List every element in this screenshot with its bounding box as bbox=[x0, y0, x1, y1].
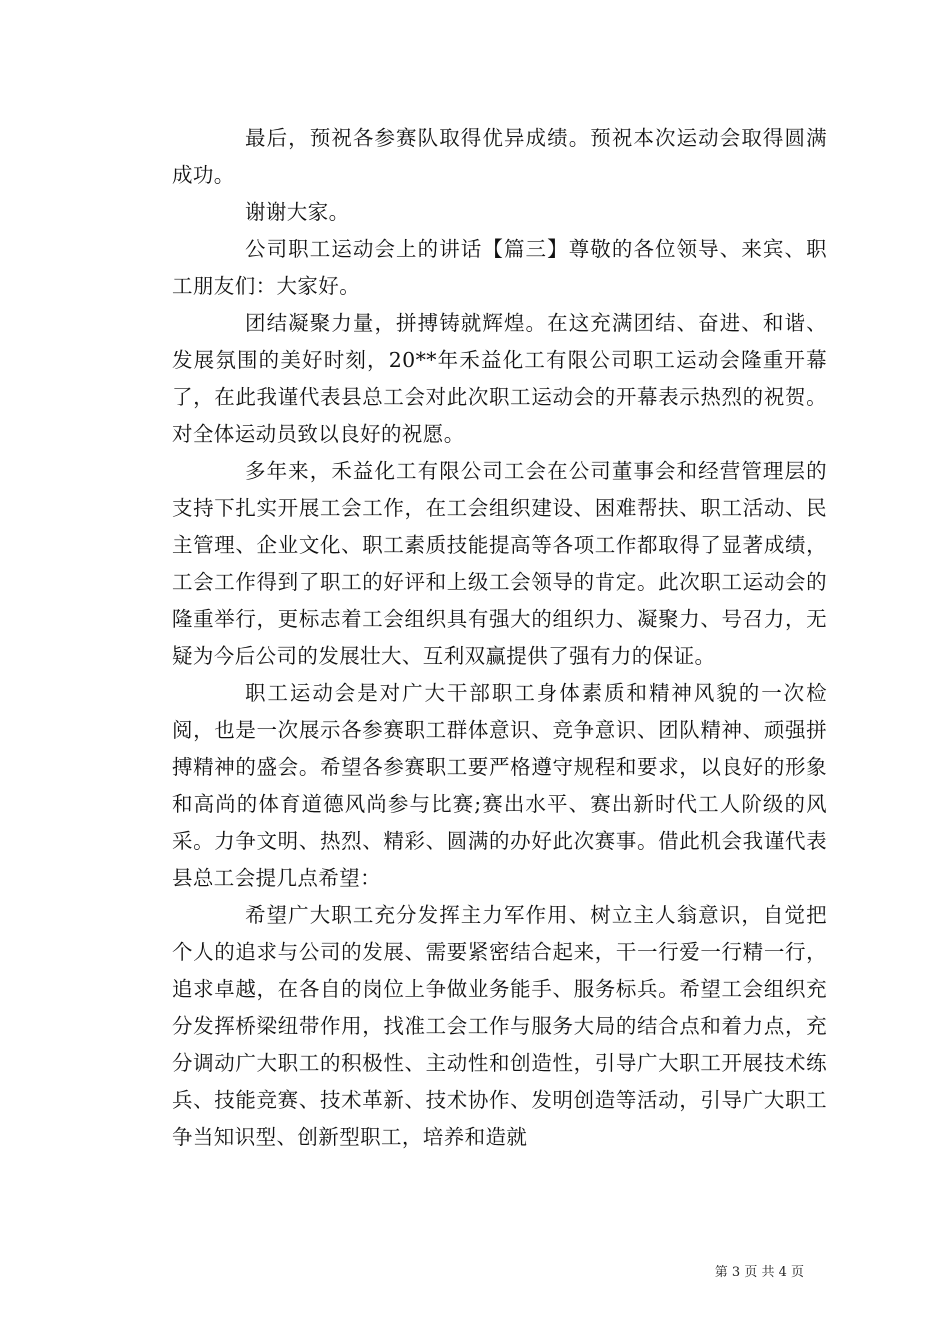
document-body bbox=[172, 120, 827, 1156]
paragraph-closing-wishes: 最后，预祝各参赛队取得优异成绩。预祝本次运动会取得圆满成功。 bbox=[172, 126, 827, 187]
paragraph-hopes: 希望广大职工充分发挥主力军作用、树立主人翁意识，自觉把个人的追求与公司的发展、需要紧密结合起来，干一行爱一行精一行，追求卓越，在各自的岗位上争做业务能手、服务标兵。希望工会组织充分发挥桥梁纽带作用，找准工会工作与服务大局的结合点和着力点，充分调动广大职工的积极性、主动性和创造性，引导广大职工开展技术练兵、技能竞赛、技术革新、技术协作、发明创造等活动，引导广大职工争当知识型、创新型职工，培养和造就 bbox=[172, 903, 827, 1149]
paragraph-sports-meeting: 职工运动会是对广大干部职工身体素质和精神风貌的一次检阅，也是一次展示各参赛职工群体意识、竞争意识、团队精神、顽强拼搏精神的盛会。希望各参赛职工要严格遵守规程和要求，以良好的形象和高尚的体育道德风尚参与比赛;赛出水平、赛出新时代工人阶级的风采。力争文明、热烈、精彩、圆满的办好此次赛事。借此机会我谨代表县总工会提几点希望： bbox=[172, 681, 827, 890]
paragraph-thanks: 谢谢大家。 bbox=[245, 200, 350, 224]
paragraph-unity: 团结凝聚力量，拼搏铸就辉煌。在这充满团结、奋进、和谐、发展氛围的美好时刻，20**年禾益化工有限公司职工运动会隆重开幕了，在此我谨代表县总工会对此次职工运动会的开幕表示热烈的祝贺。对全体运动员致以良好的祝愿。 bbox=[172, 311, 827, 446]
page-number-footer: 第 3 页 共 4 页 bbox=[714, 1265, 804, 1280]
paragraph-union-achievements: 多年来，禾益化工有限公司工会在公司董事会和经营管理层的支持下扎实开展工会工作，在工会组织建设、困难帮扶、职工活动、民主管理、企业文化、职工素质技能提高等各项工作都取得了显著成绩，工会工作得到了职工的好评和上级工会领导的肯定。此次职工运动会的隆重举行，更标志着工会组织具有强大的组织力、凝聚力、号召力，无疑为今后公司的发展壮大、互利双赢提供了强有力的保证。 bbox=[172, 459, 827, 668]
paragraph-speech-three-opening: 公司职工运动会上的讲话【篇三】尊敬的各位领导、来宾、职工朋友们：大家好。 bbox=[172, 237, 827, 298]
